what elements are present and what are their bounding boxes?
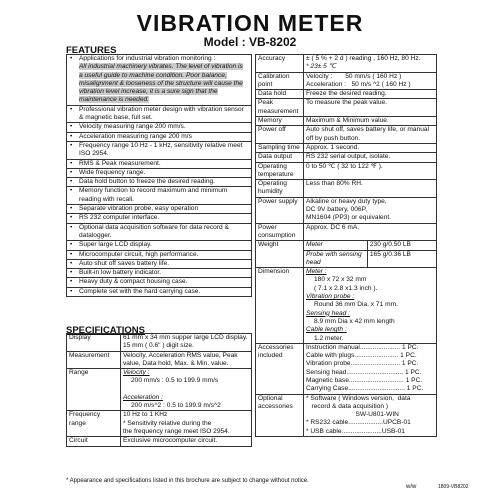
spec-value [304,343,437,394]
spec-value: Meter : 180 x 72 x 32 mm ( 7.1 x 2.8 x1.3 inch ). Vibration probe : Round 36 mm Dia. x 71 mm. Sensing head : 8.9 mm Dia x 42 mm length Cable length : 1.2 meter. [304,268,437,344]
spec-label: Weight [256,241,304,268]
spec-row [256,268,437,344]
optional-item: * USB cable......................USB-01 [306,427,405,435]
spec-row [256,117,437,126]
spec-value: 0 to 50 ℃ ( 32 to 122 ℉ ). [304,162,437,180]
spec-label: Frequency range [67,411,121,437]
features-heading: FEATURES [66,45,117,56]
spec-value: ± ( 5 % + 2 d ) reading , 160 Hz, 80 Hz. * 23± 5 ℃ [304,55,437,73]
spec-value [304,241,437,268]
feature-item: • Velocity measuring range 200 mm/s. [67,123,252,132]
spec-value: Maximum & Minimum value. [304,117,437,126]
spec-row [256,180,437,198]
feature-item: • Memory function to record maximum and minimum reading with recall. [67,187,252,205]
spec-value: Exclusive microcomputer circuit. [121,437,252,446]
feature-item: • Wide frequency range. [67,168,252,177]
model-number: Model : VB-8202 [203,35,297,49]
feature-item: • Built-in low battery indicator. [67,269,252,278]
spec-value: Velocity : 50 mm/s ( 160 Hz ) Acceleration : 50 m/s ^2 ( 160 Hz ) [304,72,437,90]
feature-item: • Microcomputer circuit, high performance. [67,250,252,259]
spec-label: Peak measurement [256,99,304,117]
spec-label: Optional accessories [256,394,304,436]
spec-row [256,143,437,152]
accessory-item: Instruction manual...................... 1 PC. [306,343,419,351]
spec-label: Sampling time [256,143,304,152]
feature-item: • Acceleration measuring range 200 m/s [67,132,252,141]
specifications-heading: SPECIFICATIONS [66,325,145,336]
weight-subtable: Meter 230 g/0.50 LB Probe with sensing head 165 g/0.36 LB [304,241,436,267]
spec-label: Data hold [256,90,304,99]
spec-value: To measure the peak value. [304,99,437,117]
feature-item: • Super large LCD display. [67,241,252,250]
document-title: VIBRATION METER [136,10,364,36]
optional-item: record & data acquisition ) [306,402,389,410]
specs-table-left [66,333,252,447]
spec-label: Accuracy [256,55,304,73]
spec-label: Display [67,334,121,352]
spec-label: Operating humidity [256,180,304,198]
spec-row [67,369,252,411]
accessory-item: Vibration probe........................... 1 PC. [306,360,419,368]
footnote: * Appearance and specifications listed in this brochure are subject to change without notice. w/w [66,478,417,490]
spec-value [304,394,437,436]
feature-item: • Frequency range 10 Hz - 1 kHz, sensitivity relative meet ISO 2954. [67,141,252,159]
spec-label: Calibration point [256,72,304,90]
spec-label: Power consumption [256,223,304,241]
feature-item: • Applications for industrial vibration monitoring : All industrial machinery vibrates. The level of vibration is a useful guide to machine condition. Poor balance, misalignment & looseness of the structure will cause the vibration level increase, it is a sure sign that the maintenance is needed. [67,55,252,106]
accessory-item: Cable with plugs........................ 1 PC. [306,352,417,360]
spec-row [256,223,437,241]
spec-label: Memory [256,117,304,126]
spec-row [256,72,437,90]
spec-row [67,411,252,437]
spec-value: Alkaline or heavy duty type, DC 9V battery, 006P, MN1604 (PP3) or equivalent. [304,197,437,223]
accessory-item: Carrying Case............................... 1 PC. [306,385,424,393]
spec-value: Auto shut off, saves battery life, or manual off by push button. [304,126,437,144]
spec-row [256,153,437,162]
optional-item: SW-U801-WIN [306,411,399,419]
feature-item: • Heavy duty & compact housing case. [67,278,252,287]
spec-label: Circuit [67,437,121,446]
specs-table-right [255,54,437,437]
spec-value: Velocity, Acceleration RMS value, Peak value, Data hold, Max. & Min. value. [121,351,252,369]
accessory-item: Sensing head............................... 1 PC. [306,368,422,376]
feature-item: • RS 232 computer interface. [67,214,252,223]
features-list [66,54,252,297]
spec-value: RS 232 serial output, isolate. [304,153,437,162]
spec-value: Approx. 1 second. [304,143,437,152]
spec-label: Power off [256,126,304,144]
optional-item: * RS232 cable...................UPCB-01 [306,419,411,427]
spec-row [256,162,437,180]
spec-label: Accessories included [256,343,304,394]
feature-item: • Separate vibration probe, easy operation [67,205,252,214]
spec-label: Power supply [256,197,304,223]
spec-value: 10 Hz to 1 KHz * Sensitivity relative during the the frequency range meet ISO 2954. [121,411,252,437]
spec-value: Less than 80% RH. [304,180,437,198]
spec-value: Velocity : 200 mm/s : 0.5 to 199.9 mm/s Acceleration : 200 m/s^2 : 0.5 to 199.9 m/s^2 [121,369,252,411]
spec-value: Approx. DC 6 mA. [304,223,437,241]
spec-label: Range [67,369,121,411]
spec-row [256,197,437,223]
spec-row [256,99,437,117]
feature-item: • Auto shut off saves battery life. [67,259,252,268]
spec-row [256,126,437,144]
optional-item: * Software ( Windows version, data [306,394,411,402]
accessory-item: Magnetic base.............................. 1 PC. [306,376,423,384]
feature-item: • Complete set with the hard carrying case. [67,287,252,296]
feature-item: • Optional data acquisition software for data record & datalogger. [67,223,252,241]
spec-label: Measurement [67,351,121,369]
spec-row [256,90,437,99]
spec-row [256,241,437,268]
spec-row [67,437,252,446]
feature-note: All industrial machinery vibrates. The level of vibration is a useful guide to machine condition. Poor balance, misalignment & looseness of the structure will cause the vibration level increase, it is a sure sign that the maintenance is needed. [79,63,243,104]
spec-value: Freeze the desired reading. [304,90,437,99]
spec-label: Data output [256,153,304,162]
spec-label: Operating temperature [256,162,304,180]
feature-item: • Data hold button to freeze the desired reading. [67,178,252,187]
spec-row [67,351,252,369]
feature-item: • Professional vibration meter design with vibration sensor & magnetic base, full set. [67,105,252,123]
spec-row [256,55,437,73]
spec-row [256,343,437,394]
feature-item: • RMS & Peak measurement. [67,159,252,168]
spec-row [67,334,252,352]
spec-label: Dimension [256,268,304,344]
spec-value: 61 mm x 34 mm supper large LCD display. 15 mm ( 0.6" ) digit size. [121,334,252,352]
document-code: 1809-VB8202 [438,484,469,490]
spec-row [256,394,437,436]
